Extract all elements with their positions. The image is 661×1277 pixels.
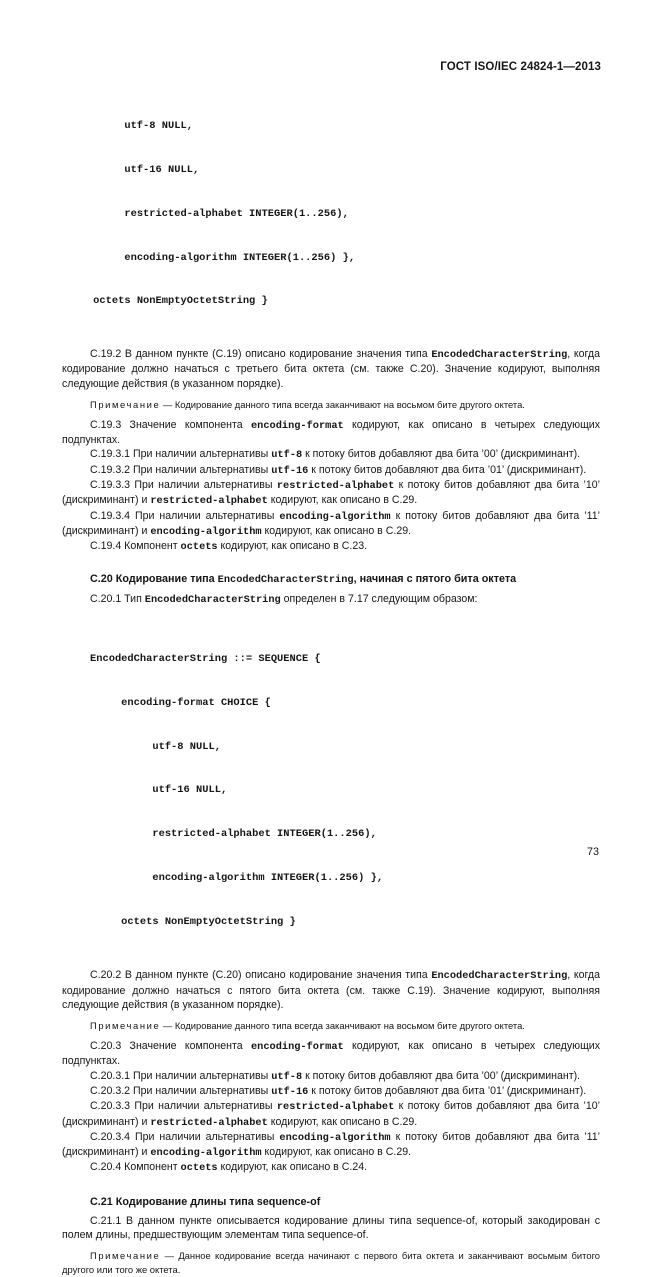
section-heading-c20 <box>62 572 600 587</box>
text-run: , когда кодирование должно начаться с пятого бита октета (см. также С.19). Значение кодируют, выполняя следующие действия (в указанном порядке). <box>62 969 600 1011</box>
code-line: utf-8 NULL, <box>90 740 221 753</box>
text-run: С.19.3.2 При наличии альтернативы <box>90 463 272 476</box>
note-c19 <box>62 398 600 412</box>
code-line: EncodedCharacterString ::= SEQUENCE { <box>90 652 321 665</box>
paragraph-c19-3-4 <box>62 509 600 540</box>
code-line: utf-16 NULL, <box>62 163 200 176</box>
paragraph-c20-4 <box>62 1160 600 1175</box>
text-run: EncodedCharacterString <box>217 574 354 587</box>
code-line: restricted-alphabet INTEGER(1..256), <box>62 207 349 220</box>
text-run: к потоку битов добавляют два бита ’10’ (дискриминант) и <box>62 1100 601 1128</box>
paragraph-c19-2 <box>62 347 600 391</box>
code-line: octets NonEmptyOctetString } <box>90 915 296 928</box>
text-run: С.19.3.3 При наличии альтернативы <box>90 478 277 491</box>
text-run: EncodedCharacterString <box>431 349 568 362</box>
page-content <box>62 90 600 1277</box>
code-line: restricted-alphabet INTEGER(1..256), <box>90 828 377 841</box>
text-run: octets <box>180 541 218 554</box>
paragraph-c20-3-2 <box>62 1084 600 1099</box>
text-run: кодируют, как описано в С.23. <box>217 540 368 553</box>
text-run: к потоку битов добавляют два бита ’00’ (дискриминант). <box>302 448 581 461</box>
text-run: , когда кодирование должно начаться с третьего бита октета (см. также С.20). Значение кодируют, выполняя следующие действия (в указанном порядке). <box>62 348 600 390</box>
paragraph-c20-3-3 <box>62 1099 600 1130</box>
code-line: encoding-algorithm INTEGER(1..256) }, <box>90 871 384 884</box>
text-run: С.20.3.4 При наличии альтернативы <box>90 1130 280 1143</box>
page-number: 73 <box>586 846 599 858</box>
text-run: к потоку битов добавляют два бита ’01’ (дискриминант). <box>308 1084 587 1097</box>
code-line: encoding-format CHOICE { <box>90 696 271 709</box>
paragraph-c20-3 <box>62 1039 600 1069</box>
code-block-c20 <box>90 623 600 959</box>
text-run: restricted-alphabet <box>276 479 395 492</box>
paragraph-c20-2 <box>62 968 600 1012</box>
standard-header: ГОСТ ISO/IEC 24824-1—2013 <box>440 61 601 73</box>
text-run: С.19.3.1 При наличии альтернативы <box>90 448 272 461</box>
text-run: С.20.4 Компонент <box>90 1161 181 1174</box>
text-run: к потоку битов добавляют два бита ’01’ (дискриминант). <box>308 463 587 476</box>
text-run: кодируют, как описано в четырех следующих подпунктах. <box>62 418 601 447</box>
paragraph-c20-3-1 <box>62 1069 600 1084</box>
text-run: кодируют, как описано в С.24. <box>217 1161 368 1174</box>
paragraph-c19-3 <box>62 418 600 448</box>
paragraph-c19-3-2 <box>62 463 600 478</box>
text-run: — Кодирование данного типа всегда заканчивают на восьмом бите другого октета. <box>160 398 525 410</box>
text-run: кодируют, как описано в С.29. <box>261 524 412 537</box>
text-run: octets <box>180 1162 218 1175</box>
note-label: Примечание <box>90 1250 161 1262</box>
text-run: restricted-alphabet <box>150 1116 268 1129</box>
text-run: , начиная с пятого бита октета <box>353 573 517 586</box>
text-run: к потоку битов добавляют два бита ’10’ (дискриминант) и <box>62 478 601 507</box>
code-line: utf-16 NULL, <box>90 784 228 797</box>
text-run: С.20.3 Значение компонента <box>90 1040 251 1053</box>
text-run: restricted-alphabet <box>150 495 268 508</box>
text-run: С.20.3.1 При наличии альтернативы <box>90 1069 272 1082</box>
paragraph-c20-3-4 <box>62 1130 600 1161</box>
text-run: encoding-format <box>251 1041 344 1054</box>
text-run: — Кодирование данного типа всегда заканчивают на восьмом бите другого октета. <box>160 1020 525 1032</box>
text-run: С.20 Кодирование типа <box>90 573 218 586</box>
text-run: EncodedCharacterString <box>431 970 568 983</box>
note-c21 <box>62 1249 600 1277</box>
text-run: С.20.3.2 При наличии альтернативы <box>90 1084 272 1097</box>
text-run: utf-8 <box>271 1070 303 1083</box>
paragraph-c20-1 <box>62 592 600 607</box>
text-run: к потоку битов добавляют два бита ’00’ (дискриминант). <box>302 1069 581 1082</box>
text-run: С.20.3.3 При наличии альтернативы <box>90 1100 277 1113</box>
section-heading-c21: С.21 Кодирование длины типа sequence-of <box>90 1195 321 1208</box>
text-run: кодируют, как описано в С.29. <box>267 1115 418 1128</box>
paragraph-c19-3-1 <box>62 447 600 462</box>
text-run: определен в 7.17 следующим образом: <box>280 593 478 606</box>
code-line: utf-8 NULL, <box>62 120 193 133</box>
text-run: — Данное кодирование всегда начинают с первого бита октета и заканчивают восьмым битого другого или того же октета. <box>62 1250 600 1276</box>
text-run: С.20.1 Тип <box>90 593 145 606</box>
text-run: encoding-algorithm <box>150 525 262 538</box>
code-line: octets NonEmptyOctetString } <box>62 295 268 308</box>
paragraph-c19-4 <box>62 539 600 554</box>
text-run: кодируют, как описано в С.29. <box>267 494 418 507</box>
text-run: С.19.3.4 При наличии альтернативы <box>90 509 280 522</box>
note-c20 <box>62 1019 600 1033</box>
text-run: utf-16 <box>271 1085 309 1098</box>
text-run: encoding-algorithm <box>279 510 391 523</box>
text-run: utf-8 <box>271 449 303 462</box>
paragraph-c21-1: С.21.1 В данном пункте описывается кодирование длины типа sequence-of, который закодирован с полем длины, предшествующим элементам типа sequence-of. <box>62 1214 600 1242</box>
text-run: utf-16 <box>271 464 309 477</box>
paragraph-c19-3-3 <box>62 478 600 509</box>
text-run: encoding-algorithm <box>279 1131 391 1144</box>
note-label: Примечание <box>90 398 161 410</box>
text-run: EncodedCharacterString <box>144 594 281 607</box>
code-block-c19 <box>62 90 600 338</box>
text-run: encoding-format <box>251 419 344 432</box>
text-run: encoding-algorithm <box>150 1147 262 1160</box>
text-run: к потоку битов добавляют два бита ’11’ (дискриминант) и <box>62 509 600 537</box>
code-line: encoding-algorithm INTEGER(1..256) }, <box>62 251 356 264</box>
text-run: кодируют, как описано в С.29. <box>261 1146 412 1159</box>
text-run: кодируют, как описано в четырех следующих подпунктах. <box>62 1040 601 1068</box>
text-run: С.19.3 Значение компонента <box>90 418 251 431</box>
text-run: С.20.2 В данном пункте (С.20) описано кодирование значения типа <box>90 969 432 982</box>
text-run: C.19.2 В данном пункте (С.19) описано кодирование значения типа <box>90 348 432 361</box>
text-run: к потоку битов добавляют два бита ’11’ (дискриминант) и <box>62 1130 600 1159</box>
note-label: Примечание <box>90 1020 161 1032</box>
text-run: restricted-alphabet <box>276 1101 395 1114</box>
text-run: С.19.4 Компонент <box>90 540 181 553</box>
